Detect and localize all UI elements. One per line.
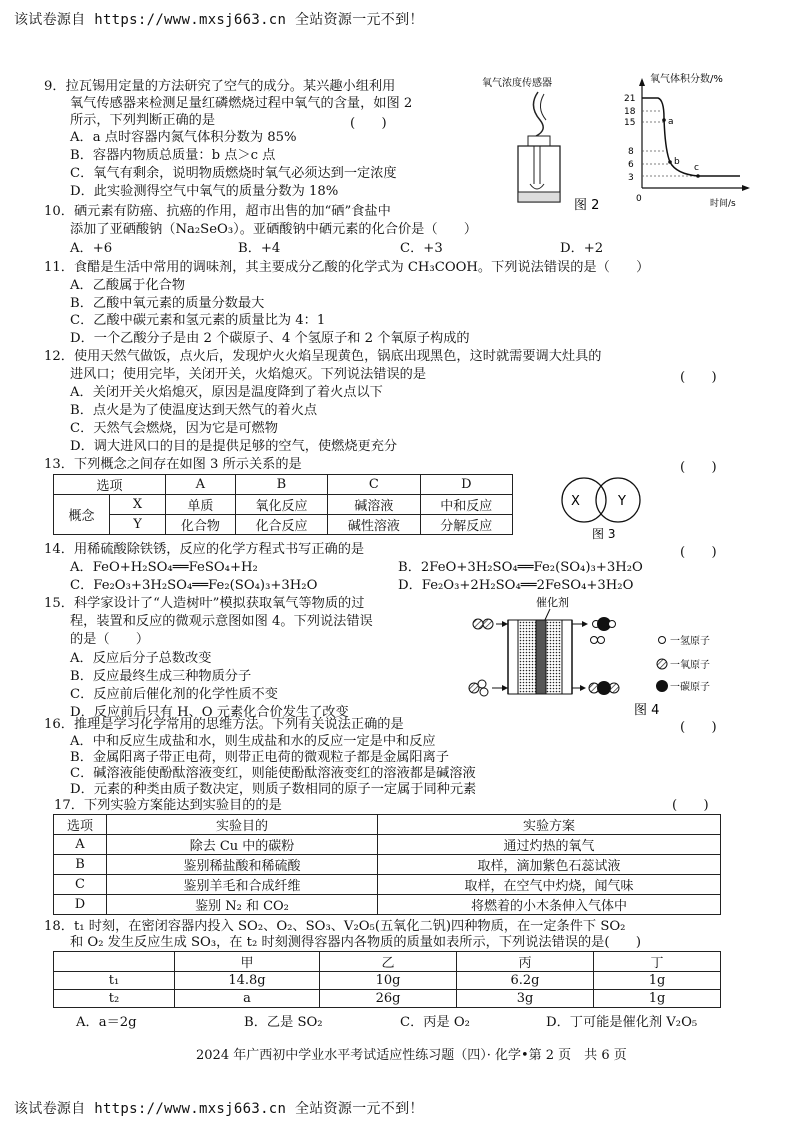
ytick-8: 8 bbox=[628, 147, 634, 157]
table-cell: 将燃着的小木条伸入气体中 bbox=[378, 895, 721, 915]
q17-header-option: 选项 bbox=[54, 815, 107, 835]
q18-option-c: C．丙是 O₂ bbox=[400, 1015, 470, 1030]
table-cell: 6.2g bbox=[457, 972, 594, 990]
q13-header-a: A bbox=[166, 475, 236, 495]
q13-header-b: B bbox=[235, 475, 327, 495]
table-cell: t₂ bbox=[54, 990, 175, 1008]
table-cell: D bbox=[54, 895, 107, 915]
q14-stem: 14．用稀硫酸除铁锈，反应的化学方程式书写正确的是 bbox=[44, 542, 365, 557]
q10-option-d: D．+2 bbox=[560, 241, 604, 256]
point-a: a bbox=[668, 117, 674, 127]
table-cell: t₁ bbox=[54, 972, 175, 990]
q18-option-d: D．丁可能是催化剂 V₂O₅ bbox=[546, 1015, 698, 1030]
table-cell: 3g bbox=[457, 990, 594, 1008]
q15-option-a: A．反应后分子总数改变 bbox=[70, 651, 212, 666]
table-cell: 10g bbox=[320, 972, 457, 990]
q14-answer-paren: ( ) bbox=[680, 545, 717, 560]
table-cell: 1g bbox=[594, 990, 721, 1008]
q14-option-a: A．FeO+H₂SO₄══FeSO₄+H₂ bbox=[70, 560, 258, 575]
table-cell: 中和反应 bbox=[420, 495, 512, 515]
q11-option-b: B．乙酸中氧元素的质量分数最大 bbox=[70, 296, 265, 311]
q9-answer-paren: ( ) bbox=[350, 116, 387, 131]
venn-y: Y bbox=[618, 494, 626, 509]
table-cell: A bbox=[54, 835, 107, 855]
q11-option-d: D．一个乙酸分子是由 2 个碳原子、4 个氢原子和 2 个氧原子构成的 bbox=[70, 331, 470, 346]
table-cell: 14.8g bbox=[175, 972, 320, 990]
q15-option-b: B．反应最终生成三种物质分子 bbox=[70, 669, 252, 684]
q16-option-c: C．碱溶液能使酚酞溶液变红，则能使酚酞溶液变红的溶液都是碱溶液 bbox=[70, 766, 476, 781]
q14-option-c: C．Fe₂O₃+3H₂SO₄══Fe₂(SO₄)₃+3H₂O bbox=[70, 578, 318, 593]
table-cell: 化合物 bbox=[166, 515, 236, 535]
q18-option-a: A．a＝2g bbox=[76, 1015, 137, 1030]
q17-experiment-table bbox=[53, 814, 721, 915]
q16-option-d: D．元素的种类由质子数决定，则质子数相同的原子一定属于同种元素 bbox=[70, 782, 477, 797]
table-cell: B bbox=[54, 855, 107, 875]
q12-option-c: C．天然气会燃烧，因为它是可燃物 bbox=[70, 421, 278, 436]
ytick-6: 6 bbox=[628, 160, 634, 170]
q9-sensor-apparatus bbox=[478, 74, 608, 214]
table-cell: C bbox=[54, 875, 107, 895]
q18-header-jia: 甲 bbox=[175, 952, 320, 972]
q12-stem-line2: 进风口；使用完毕，关闭开关，火焰熄灭。下列说法错误的是 bbox=[70, 367, 427, 382]
graph-xlabel: 时间/s bbox=[710, 199, 736, 209]
q11-option-a: A．乙酸属于化合物 bbox=[70, 278, 186, 293]
q16-option-a: A．中和反应生成盐和水，则生成盐和水的反应一定是中和反应 bbox=[70, 734, 436, 749]
legend-o: 一氧原子 bbox=[670, 660, 710, 671]
q18-mass-table bbox=[53, 951, 721, 1008]
q13-row-label: 概念 bbox=[54, 495, 110, 535]
q10-option-c: C．+3 bbox=[400, 241, 443, 256]
table-cell: 化合反应 bbox=[235, 515, 327, 535]
table-cell: 鉴别稀盐酸和稀硫酸 bbox=[107, 855, 378, 875]
table-cell: 鉴别羊毛和合成纤维 bbox=[107, 875, 378, 895]
q15-option-d: D．反应前后只有 H、O 元素化合价发生了改变 bbox=[70, 705, 349, 720]
table-cell: 单质 bbox=[166, 495, 236, 515]
watermark-bottom: 该试卷源自 https://www.mxsj663.cn 全站资源一元不到！ bbox=[14, 1101, 424, 1117]
table-cell: 26g bbox=[320, 990, 457, 1008]
q13-answer-paren: ( ) bbox=[680, 460, 717, 475]
q9-option-d: D．此实验测得空气中氧气的质量分数为 18% bbox=[70, 184, 339, 199]
table-cell: 鉴别 N₂ 和 CO₂ bbox=[107, 895, 378, 915]
q17-header-purpose: 实验目的 bbox=[107, 815, 378, 835]
q11-option-c: C．乙酸中碳元素和氢元素的质量比为 4：1 bbox=[70, 313, 326, 328]
q14-option-b: B．2FeO+3H₂SO₄══Fe₂(SO₄)₃+3H₂O bbox=[398, 560, 643, 575]
q10-stem-line2: 添加了亚硒酸钠（Na₂SeO₃）。亚硒酸钠中硒元素的化合价是（ ） bbox=[70, 222, 478, 237]
q12-option-d: D．调大进风口的目的是提供足够的空气，使燃烧更充分 bbox=[70, 439, 398, 454]
ytick-21: 21 bbox=[624, 94, 636, 104]
q18-header-blank bbox=[54, 952, 175, 972]
q9-stem-line1: 9．拉瓦锡用定量的方法研究了空气的成分。某兴趣小组利用 bbox=[44, 79, 396, 94]
ytick-15: 15 bbox=[624, 118, 636, 128]
point-c: c bbox=[694, 163, 699, 173]
table-cell: Y bbox=[110, 515, 166, 535]
q18-stem-line2: 和 O₂ 发生反应生成 SO₃，在 t₂ 时刻测得容器内各物质的质量如表所示，下列说法错误的是( ) bbox=[70, 935, 641, 950]
table-cell: 除去 Cu 中的碳粉 bbox=[107, 835, 378, 855]
q10-stem-line1: 10．硒元素有防癌、抗癌的作用，超市出售的加“硒”食盐中 bbox=[44, 204, 391, 219]
q18-stem-line1: 18．t₁ 时刻，在密闭容器内投入 SO₂、O₂、SO₃、V₂O₅(五氧化二钒)四种物质，在一定条件下 SO₂ bbox=[44, 919, 626, 934]
q9-stem-line3: 所示，下列判断正确的是 bbox=[70, 113, 216, 128]
legend-h: 一氢原子 bbox=[670, 636, 710, 647]
ytick-18: 18 bbox=[624, 107, 636, 117]
table-cell: 碱溶液 bbox=[328, 495, 420, 515]
venn-x: X bbox=[571, 494, 580, 509]
table-cell: 取样，滴加紫色石蕊试液 bbox=[378, 855, 721, 875]
fig2-label: 图 2 bbox=[574, 198, 600, 213]
q17-stem: 17．下列实验方案能达到实验目的的是 bbox=[54, 798, 282, 813]
q16-stem: 16．推理是学习化学常用的思维方法。下列有关说法正确的是 bbox=[44, 717, 404, 732]
q17-answer-paren: ( ) bbox=[672, 798, 709, 813]
q13-header-c: C bbox=[328, 475, 420, 495]
q18-header-ding: 丁 bbox=[594, 952, 721, 972]
q13-stem: 13．下列概念之间存在如图 3 所示关系的是 bbox=[44, 457, 302, 472]
ytick-3: 3 bbox=[628, 173, 634, 183]
q12-stem-line1: 12．使用天然气做饭，点火后，发现炉火火焰呈现黄色，锅底出现黑色，这时就需要调大灶具的 bbox=[44, 349, 602, 364]
q12-option-a: A．关闭开关火焰熄灭，原因是温度降到了着火点以下 bbox=[70, 385, 383, 400]
catalyst-label: 催化剂 bbox=[536, 596, 569, 609]
table-cell: 1g bbox=[594, 972, 721, 990]
q13-venn-diagram bbox=[552, 476, 662, 544]
table-cell: 通过灼热的氧气 bbox=[378, 835, 721, 855]
q18-header-yi: 乙 bbox=[320, 952, 457, 972]
q16-option-b: B．金属阳离子带正电荷，则带正电荷的微观粒子都是金属阳离子 bbox=[70, 750, 449, 765]
q10-option-b: B．+4 bbox=[238, 241, 281, 256]
q15-option-c: C．反应前后催化剂的化学性质不变 bbox=[70, 687, 278, 702]
q11-stem: 11．食醋是生活中常用的调味剂，其主要成分乙酸的化学式为 CH₃COOH。下列说法错误的是（ ） bbox=[44, 260, 650, 275]
q9-oxygen-graph bbox=[618, 70, 758, 210]
fig4-label: 图 4 bbox=[634, 703, 660, 718]
q9-option-a: A．a 点时容器内氮气体积分数为 85% bbox=[70, 130, 297, 145]
graph-origin: 0 bbox=[636, 194, 642, 204]
q18-option-b: B．乙是 SO₂ bbox=[244, 1015, 323, 1030]
q15-artificial-leaf-diagram bbox=[462, 594, 762, 720]
table-cell: 氧化反应 bbox=[235, 495, 327, 515]
table-cell: 碱性溶液 bbox=[328, 515, 420, 535]
q14-option-d: D．Fe₂O₃+2H₂SO₄══2FeSO₄+3H₂O bbox=[398, 578, 634, 593]
q15-stem-line1: 15．科学家设计了“人造树叶”模拟获取氧气等物质的过 bbox=[44, 596, 365, 611]
table-cell: 分解反应 bbox=[420, 515, 512, 535]
q9-option-b: B．容器内物质总质量：b 点＞c 点 bbox=[70, 148, 276, 163]
point-b: b bbox=[674, 157, 680, 167]
fig3-label: 图 3 bbox=[592, 527, 616, 541]
q10-option-a: A．+6 bbox=[70, 241, 113, 256]
q16-answer-paren: ( ) bbox=[680, 720, 717, 735]
q9-option-c: C．氧气有剩余，说明物质燃烧时氧气必须达到一定浓度 bbox=[70, 166, 397, 181]
legend-c: 一碳原子 bbox=[670, 682, 710, 693]
q9-stem-line2: 氧气传感器来检测足量红磷燃烧过程中氧气的含量，如图 2 bbox=[70, 96, 413, 111]
q15-stem-line3: 的是（ ） bbox=[70, 632, 150, 647]
table-cell: 取样，在空气中灼烧，闻气味 bbox=[378, 875, 721, 895]
graph-ylabel: 氧气体积分数/% bbox=[650, 74, 723, 85]
q18-header-bing: 丙 bbox=[457, 952, 594, 972]
q13-concept-table bbox=[53, 474, 513, 535]
watermark-top: 该试卷源自 https://www.mxsj663.cn 全站资源一元不到！ bbox=[14, 12, 424, 28]
q15-stem-line2: 程，装置和反应的微观示意图如图 4。下列说法错误 bbox=[70, 614, 373, 629]
q12-option-b: B．点火是为了使温度达到天然气的着火点 bbox=[70, 403, 318, 418]
q13-header-d: D bbox=[420, 475, 512, 495]
table-cell: a bbox=[175, 990, 320, 1008]
q12-answer-paren: ( ) bbox=[680, 370, 717, 385]
q17-header-plan: 实验方案 bbox=[378, 815, 721, 835]
sensor-label: 氧气浓度传感器 bbox=[482, 78, 552, 89]
q13-header-option: 选项 bbox=[54, 475, 166, 495]
page-footer: 2024 年广西初中学业水平考试适应性练习题（四）· 化学•第 2 页 共 6 页 bbox=[196, 1048, 627, 1063]
table-cell: X bbox=[110, 495, 166, 515]
